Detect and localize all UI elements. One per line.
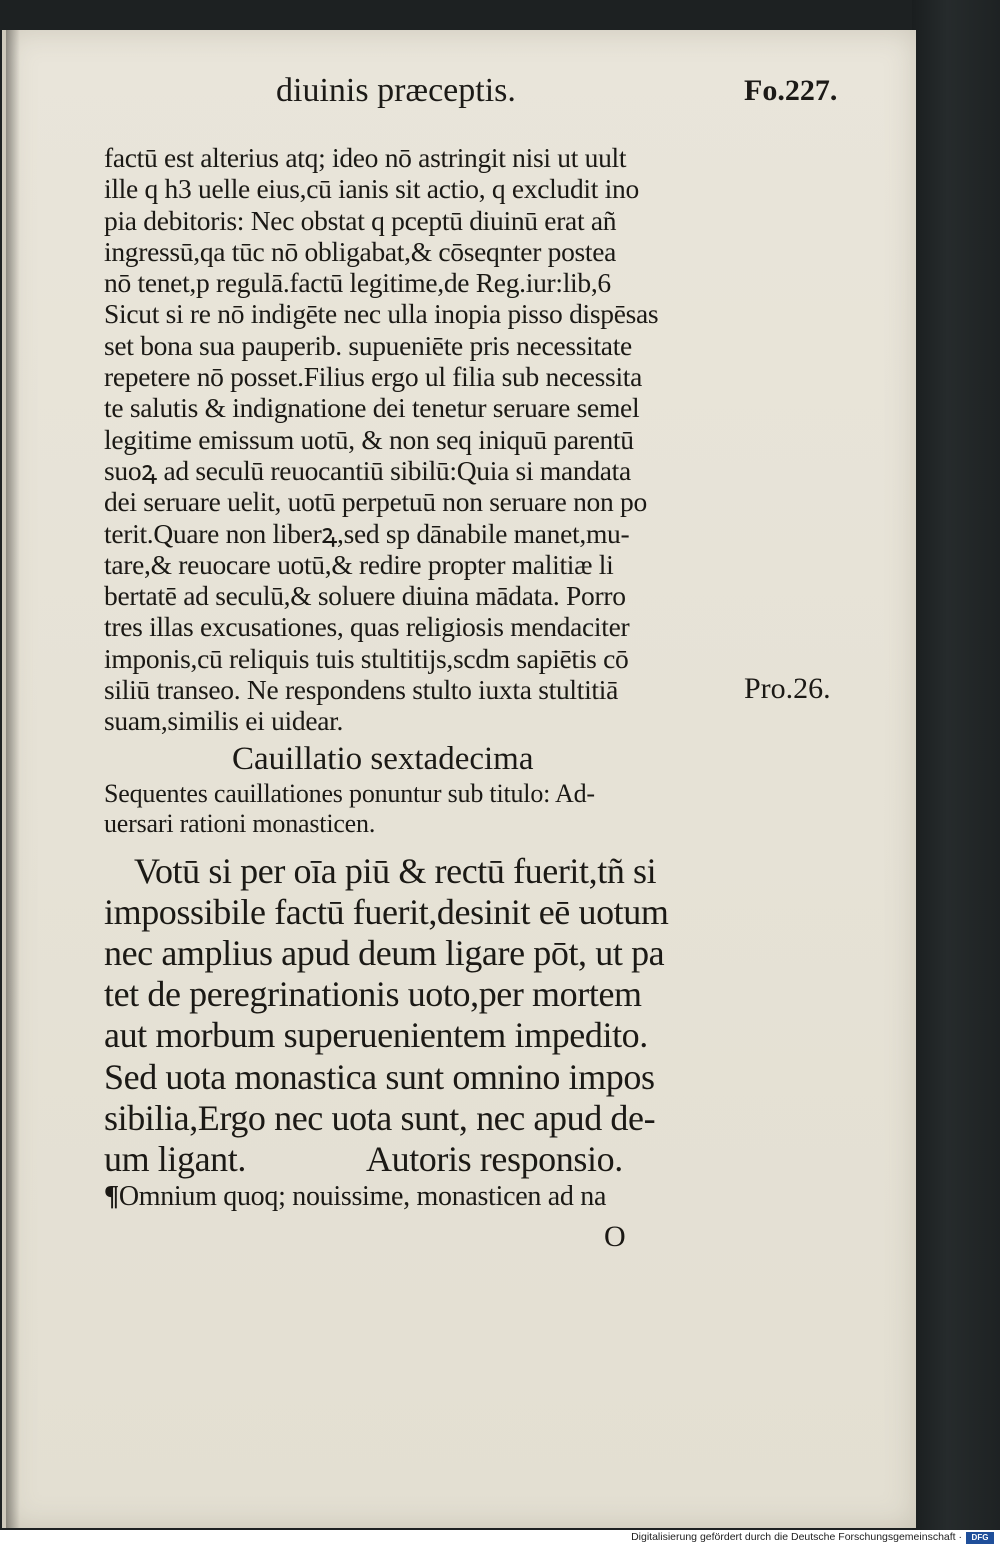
folio-number: Fo.227. [744, 74, 838, 107]
response-label: Autoris responsio. [366, 1139, 623, 1180]
signature-mark: O [604, 1220, 626, 1253]
argument-line: tet de peregrinationis uoto,per mortem [104, 974, 642, 1015]
text-line: ille q h3 uelle eius,cū ianis sit actio, q excludit ino [104, 173, 639, 205]
section-subheading [104, 779, 728, 839]
margin-note: Pro.26. [744, 672, 831, 705]
text-line: tare,& reuocare uotū,& redire propter malitiæ li [104, 548, 614, 580]
argument-line: impossibile factū fuerit,desinit eē uotum [104, 891, 669, 932]
argument-line: sibilia,Ergo nec uota sunt, nec apud de- [104, 1097, 656, 1138]
text-line: factū est alterius atq; ideo nō astringit nisi ut uult [104, 142, 627, 173]
pilcrow-mark: ¶ [104, 1181, 119, 1213]
section-heading: Cauillatio sextadecima [232, 740, 534, 777]
text-line: suoꝝ ad seculū reuocantiū sibilū:Quia si mandata [104, 454, 631, 486]
closing-line [104, 1180, 728, 1214]
text-line: dei seruare uelit, uotū perpetuū non seruare non po [104, 486, 647, 518]
closing-line-text: Omnium quoq; nouissime, monasticen ad na [118, 1181, 607, 1213]
text-line: imponis,cū reliquis tuis stultitijs,scdm sapiētis cō [104, 642, 629, 674]
text-line: terit.Quare non liberꝝ,sed sp dānabile manet,mu- [104, 517, 630, 549]
text-line: ingressū,qa tūc nō obligabat,& cōseqnter postea [104, 235, 617, 267]
argument-line: aut morbum superuenientem impedito. [104, 1015, 648, 1056]
subheading-line: uersari rationi monasticen. [104, 808, 376, 838]
main-text-block [104, 142, 728, 1214]
argument-line-with-response [104, 1139, 728, 1180]
facing-page-edge [912, 0, 1000, 1530]
text-line: siliū transeo. Ne respondens stulto iuxta stultitiā [104, 674, 619, 706]
text-line: te salutis & indignatione dei tenetur seruare semel [104, 392, 640, 424]
argument-line: Votū si per oīa piū & rectū fuerit,tñ si [134, 850, 657, 891]
argument-line: Sed uota monastica sunt omnino impos [104, 1056, 655, 1097]
text-line: suam,similis ei uidear. [104, 705, 344, 737]
funding-credit: Digitalisierung gefördert durch die Deutsche Forschungsgemeinschaft · [631, 1531, 962, 1543]
text-line: pia debitoris: Nec obstat q pceptū diuinū erat añ [104, 204, 617, 236]
argument-paragraph [104, 851, 728, 1181]
argument-line: nec amplius apud deum ligare pōt, ut pa [104, 933, 665, 974]
text-line: legitime emissum uotū, & non seq iniquū parentū [104, 423, 634, 455]
digitization-footer [0, 1530, 1000, 1547]
text-line: Sicut si re nō indigēte nec ulla inopia pisso dispēsas [104, 298, 659, 330]
text-line: tres illas excusationes, quas religiosis mendaciter [104, 611, 630, 643]
text-line: nō tenet,p regulā.factū legitime,de Reg.iur:lib,6 [104, 267, 611, 299]
subheading-line: Sequentes cauillationes ponuntur sub titulo: Ad- [104, 778, 595, 808]
text-line: repetere nō posset.Filius ergo ul filia sub necessita [104, 361, 643, 393]
body-paragraph [104, 142, 728, 737]
argument-line-end: um ligant. [104, 1139, 246, 1180]
running-head: diuinis præceptis. [276, 72, 516, 109]
text-line: bertatē ad seculū,& soluere diuina mādata. Porro [104, 580, 626, 612]
book-page [2, 30, 916, 1528]
dfg-logo: DFG [966, 1532, 994, 1544]
text-line: set bona sua pauperib. supueniēte pris necessitate [104, 329, 632, 361]
